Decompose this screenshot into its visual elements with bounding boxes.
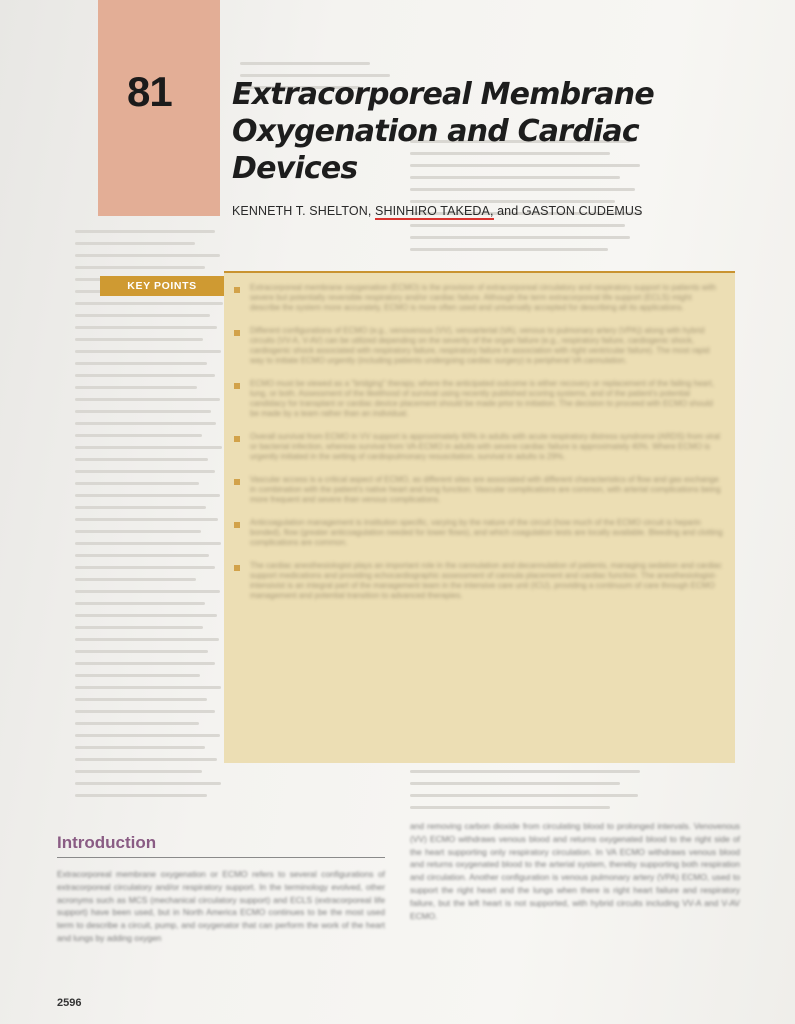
introduction-heading: Introduction — [57, 833, 157, 852]
key-point-text: Overall survival from ECMO in VV support is approximately 60% in adults with acute respiratory distress syndrome (ARDS) from viral or bacterial infection, whereas survival from VA-ECMO in adults with severe cardiac failure is approximately 40%. Where ECMO is urgently initiated in the setting of cardiopulmonary resuscitation, survival in adults is 29%. — [250, 432, 720, 461]
key-point-item — [234, 283, 723, 313]
bullet-square-icon — [234, 565, 240, 571]
author-shelton: KENNETH T. SHELTON, — [232, 204, 376, 218]
key-point-item — [234, 432, 723, 462]
chapter-authors — [232, 204, 652, 218]
key-point-item — [234, 475, 723, 505]
author-takeda: SHINHIRO TAKEDA, — [375, 204, 494, 218]
author-cudemus: and GASTON CUDEMUS — [493, 204, 643, 218]
bullet-square-icon — [234, 383, 240, 389]
bullet-square-icon — [234, 479, 240, 485]
key-point-item — [234, 326, 723, 366]
chapter-number: 81 — [127, 68, 172, 115]
bullet-square-icon — [234, 287, 240, 293]
bleed-through-text-bottom — [410, 770, 650, 818]
key-point-item — [234, 561, 723, 601]
introduction-right-column: and removing carbon dioxide from circulating blood to prolonged intervals. Venovenous (VV) ECMO withdraws venous blood and returns oxygenated blood to the right side of the heart supporting only respiratory circulation. In VA ECMO withdraws venous blood and returns oxygenated blood to the arterial system, thereby supporting both respiration and circulation. Another configuration is venous pulmonary artery (VPA) ECMO, used to support the right heart and the lungs when there is right heart failure and respiratory failure, but the left heart is not supported, with hybrid circuits including VV-A and V-AV ECMO. — [410, 821, 740, 921]
key-points-box — [224, 273, 735, 763]
key-point-text: ECMO must be viewed as a "bridging" therapy, where the anticipated outcome is either recovery or replacement of the failing heart, lung, or both. Assessment of the likelihood of survival using recently published scoring systems, and of the patient's potential candidacy for transplant or cardiac device placement should be made prior to initiation. The decision to proceed with ECMO should be made by a team rather than an individual. — [250, 379, 714, 418]
key-point-text: The cardiac anesthesiologist plays an important role in the cannulation and decannulation of patients, managing sedation and cardiac support medications and providing echocardiographic assessment of cannula placement and cardiac function. The anesthesiologist-intensivist is an integral part of the management team in the intensive care unit (ICU), providing a continuum of care through ECMO management and potential transition to advanced therapies. — [250, 561, 722, 600]
introduction-left-column: Extracorporeal membrane oxygenation or ECMO refers to several configurations of extracorporeal circulatory and/or respiratory support. In the terminology evolved, other acronyms such as MCS (mechanical circulatory support) and ECLS (extracorporeal life support) have been used, but in North America ECMO continues to be the most used term to describe a circuit, pump, and oxygenator that can perform the work of the heart and lungs by adding oxygen — [57, 869, 385, 943]
key-point-text: Different configurations of ECMO (e.g., venovenous (VV), venoarterial (VA), venous to pulmonary artery (VPA)) along with hybrid circuits (VV-A, V-AV) can be utilized depending on the severity of the organ failure (e.g., respiratory failure, cardiogenic shock, cardiogenic shock associated with respiratory failure, respiratory failure in association with right ventricular failure). The most rapid way to initiate ECMO urgently (including patients undergoing cardiac surgery) is peripheral VA cannulation. — [250, 326, 710, 365]
key-point-text: Vascular access is a critical aspect of ECMO, as different sites are associated with different characteristics of flow and gas exchange in combination with the patient's native heart and lung function. Vascular complications are common, with arterial complications being more frequent and severe than venous complications. — [250, 475, 721, 504]
key-points-label: KEY POINTS — [100, 276, 224, 296]
key-point-text: Anticoagulation management is institution specific, varying by the nature of the circuit (how much of the ECMO circuit is heparin bonded), flow (greater anticoagulation needed for lower flows), and which coagulation tests are locally available. Bleeding and clotting complications are common. — [250, 518, 723, 547]
bullet-square-icon — [234, 330, 240, 336]
bleed-through-text-left — [75, 230, 225, 806]
bullet-square-icon — [234, 436, 240, 442]
key-point-item — [234, 379, 723, 419]
key-point-text: Extracorporeal membrane oxygenation (ECMO) is the provision of extracorporeal circulatory and respiratory support to patients with severe but potentially reversible respiratory and/or cardiac failure. Although the term extracorporeal life support (ECLS) might describe the system more accurately, ECMO is more often used and universally accepted for describing all its applications. — [250, 283, 716, 312]
page-number: 2596 — [57, 997, 82, 1009]
chapter-title: Extracorporeal Membrane Oxygenation and Cardiac Devices — [232, 77, 654, 186]
bullet-square-icon — [234, 522, 240, 528]
introduction-rule — [57, 857, 385, 858]
key-point-item — [234, 518, 723, 548]
